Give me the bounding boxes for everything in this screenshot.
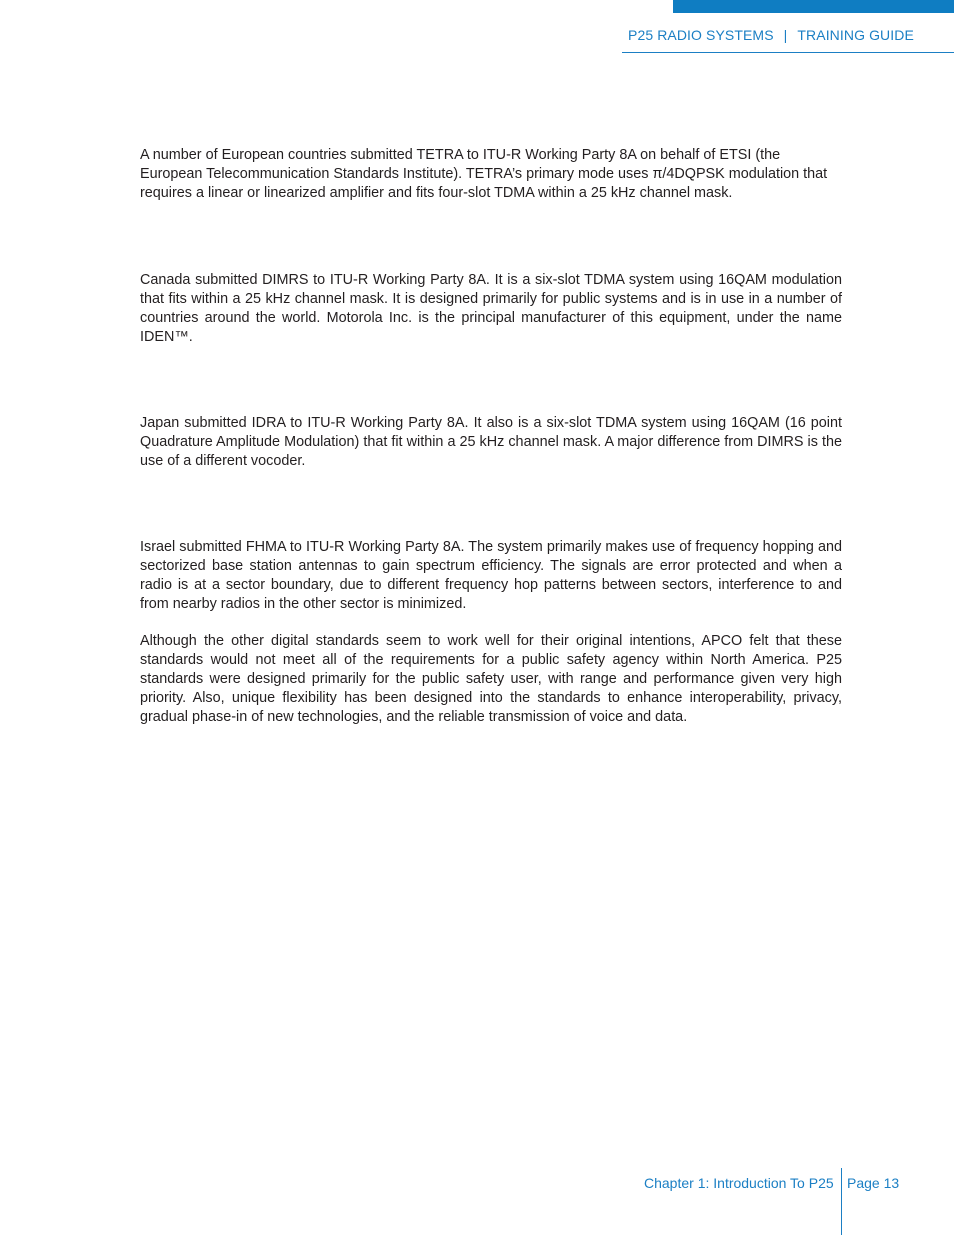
paragraph-dimrs: Canada submitted DIMRS to ITU-R Working Party 8A. It is a six-slot TDMA system using 16QAM modulation that fits within a 25 kHz channel mask. It is designed primarily for public systems and is in use in a number of countries around the world. Motorola Inc. is the principal manufacturer of this equipment, under the name IDEN™. [140,272,842,345]
header-title: P25 RADIO SYSTEMS [628,27,774,43]
footer-page-number: Page 13 [847,1175,900,1191]
footer-chapter-title: Chapter 1: Introduction To P25 [644,1175,834,1191]
header-subtitle: TRAINING GUIDE [797,27,914,43]
footer-divider [841,1168,842,1235]
header-rule [622,52,954,53]
paragraph-tetra: A number of European countries submitted TETRA to ITU-R Working Party 8A on behalf of ETSI (the European Telecommunication Standards Institute). TETRA’s primary mode uses π/4DQPSK modulation that requires a linear or linearized amplifier and fits four-slot TDMA within a 25 kHz channel mask. [140,147,828,201]
header-separator: | [783,27,788,43]
paragraph-fhma: Israel submitted FHMA to ITU-R Working Party 8A. The system primarily makes use of frequency hopping and sectorized base station antennas to gain spectrum efficiency. The signals are error protected and when a radio is at a sector boundary, due to different frequency hop patterns between sectors, interference to and from nearby radios in the other sector is minimized. [140,539,842,612]
paragraph-apco: Although the other digital standards seem to work well for their original intentions, APCO felt that these standards would not meet all of the requirements for a public safety agency within North America. P25 standards were designed primarily for the public safety user, with range and performance given very high priority. Also, unique flexibility has been designed into the standards to enhance interoperability, privacy, gradual phase-in of new technologies, and the reliable transmission of voice and data. [140,633,842,725]
paragraph-idra: Japan submitted IDRA to ITU-R Working Party 8A. It also is a six-slot TDMA system using 16QAM (16 point Quadrature Amplitude Modulation) that fit within a 25 kHz channel mask. A major difference from DIMRS is the use of a different vocoder. [140,415,842,469]
header-accent-bar [673,0,954,13]
running-header [628,27,914,43]
